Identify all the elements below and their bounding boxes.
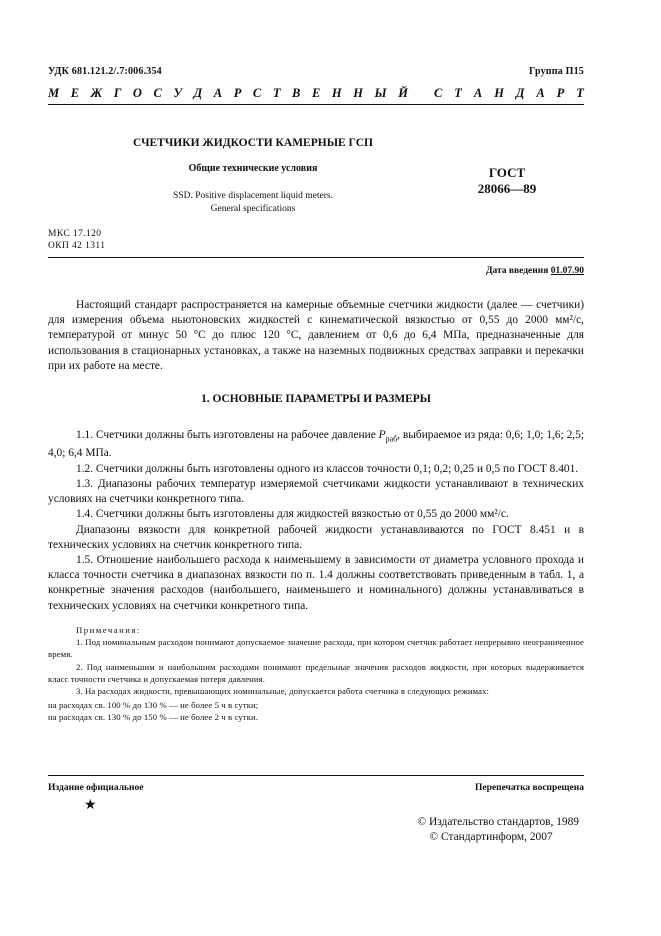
intro-date-label: Дата введения (485, 266, 549, 276)
banner-word-2: С Т А Н Д А Р Т (434, 86, 584, 100)
date-rule (48, 257, 584, 258)
paragraph-1-2: 1.2. Счетчики должны быть изготовлены одного из классов точности 0,1; 0,2; 0,25 и 0,5 по ГОСТ 8.401. (76, 462, 579, 475)
mks-code: МКС 17.120 (48, 229, 102, 239)
intro-date (486, 266, 584, 276)
note-2: 2. Под наименьшим и наибольшим расходами понимают предельные значения расходов жидкости, при которых выдерживается класс точности счетчика и допускаемая потеря давления. (48, 661, 584, 684)
note-3: 3. На расходах жидкости, превышающих номинальные, допускается работа счетчика в следующих режимах: (76, 686, 490, 697)
intro-section (48, 298, 584, 374)
copyright-line-2: © Стандартинформ, 2007 (429, 830, 553, 843)
pressure-symbol: P (378, 429, 386, 441)
okp-code: ОКП 42 1311 (48, 241, 106, 251)
pressure-subscript: раб (385, 434, 398, 444)
footer-rule (48, 775, 584, 776)
standard-banner (48, 86, 584, 101)
paragraph-1-5: 1.5. Отношение наибольшего расхода к наименьшему в зависимости от диаметра условного прохода и класса точности счетчика в диапазонах вязкости по п. 1.4 должны соответствовать приведенным в табл. 1, а конкретные значения расходов (наибольшего, наименьшего и номинального) должны устанавливаться в технических условиях на счетчики конкретного типа. (48, 553, 584, 612)
english-title-line2: General specifications (210, 204, 296, 214)
edition-label: Издание официальное (48, 783, 144, 793)
paragraph-1-1-text: 1.1. Счетчики должны быть изготовлены на рабочее давление (76, 429, 379, 441)
copyright-block (418, 815, 579, 844)
notes-label: Примечания: (76, 625, 141, 635)
reprint-notice: Перепечатка воспрещена (474, 783, 584, 793)
english-title (118, 190, 388, 216)
note-3-mode-2: на расходах св. 130 % до 150 % — не более 2 ч в сутки. (48, 712, 259, 723)
paragraph-1-1-values: , выбираемое из ряда: 0,6; 1,0; 1,6; 2,5; 4,0; 6,4 МПа. (48, 429, 584, 460)
section-1-body (48, 428, 584, 614)
gost-number: 28066—89 (477, 181, 537, 196)
note-3-mode-1: на расходах св. 100 % до 130 % — не более 5 ч в сутки; (48, 700, 259, 711)
banner-word-1: М Е Ж Г О С У Д А Р С Т В Е Н Н Ы Й (48, 86, 408, 100)
gost-label: ГОСТ (488, 165, 526, 180)
english-title-line1: SSD. Positive displacement liquid meters. (173, 191, 333, 201)
classification-codes (48, 228, 105, 252)
group-code: Группа П15 (529, 66, 584, 77)
paragraph-1-4b: Диапазоны вязкости для конкретной рабочей жидкости устанавливаются по ГОСТ 8.451 и в технических условиях на счетчик конкретного типа. (48, 523, 584, 551)
star-icon: ★ (84, 798, 97, 813)
notes-block (48, 624, 584, 724)
udk-code: УДК 681.121.2/.7:006.354 (48, 66, 162, 77)
copyright-line-1: © Издательство стандартов, 1989 (417, 816, 579, 828)
paragraph-1-1 (48, 428, 584, 462)
intro-date-value: 01.07.90 (550, 266, 584, 276)
note-1: 1. Под номинальным расходом понимают допускаемое значение расхода, при котором счетчик работает непрерывно неограниченное время. (48, 637, 584, 660)
paragraph-1-3: 1.3. Диапазоны рабочих температур измеряемой счетчиками жидкости устанавливают в технических условиях на счетчики конкретного типа. (48, 477, 584, 506)
document-subtitle: Общие технические условия (188, 163, 318, 174)
intro-paragraph: Настоящий стандарт распространяется на камерные объемные счетчики жидкости (далее — счетчики) для измерения объема ньютоновских жидкостей с кинематической вязкостью от 0,55 до 2000 мм²/с, температурой от минус 50 °С до плюс 120 °С, давлением от 0,6 до 6,4 МПа, предназначенные для использования в стационарных установках, а также на наземных подвижных средствах заправки и перекачки при их работе на месте. (48, 299, 584, 372)
paragraph-1-4: 1.4. Счетчики должны быть изготовлены для жидкостей вязкостью от 0,55 до 2000 мм²/с. (76, 508, 509, 521)
section-1-heading: 1. ОСНОВНЫЕ ПАРАМЕТРЫ И РАЗМЕРЫ (201, 393, 431, 405)
gost-designation (452, 165, 562, 197)
document-title: СЧЕТЧИКИ ЖИДКОСТИ КАМЕРНЫЕ ГСП (133, 137, 373, 149)
header-rule (48, 104, 584, 105)
